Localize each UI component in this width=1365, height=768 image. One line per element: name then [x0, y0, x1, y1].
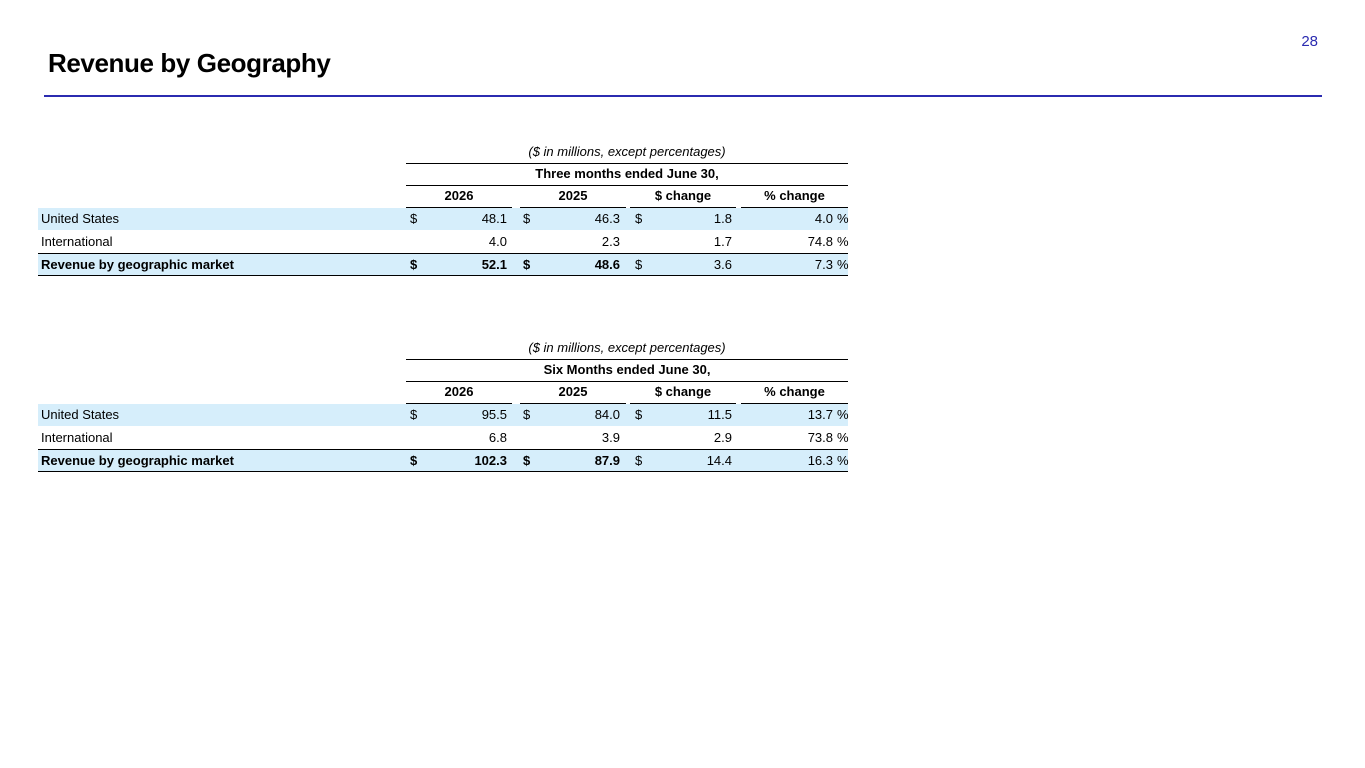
value-dollar-change: 2.9	[713, 430, 732, 445]
value-dollar-change: 11.5	[707, 407, 732, 422]
column-header-2026: 2026	[406, 185, 512, 208]
table-period-header: Three months ended June 30,	[406, 163, 848, 186]
currency-symbol: $	[410, 257, 418, 272]
currency-symbol: $	[523, 407, 531, 422]
value-2025: 46.3	[594, 211, 620, 226]
currency-symbol: $	[523, 453, 531, 468]
currency-symbol: $	[523, 211, 531, 226]
percent-symbol: %	[837, 407, 849, 422]
percent-symbol: %	[837, 453, 849, 468]
value-percent-change: 13.7	[807, 407, 833, 422]
currency-symbol: $	[410, 453, 418, 468]
value-dollar-change: 14.4	[706, 453, 732, 468]
value-2026: 52.1	[481, 257, 507, 272]
row-label: International	[41, 234, 113, 249]
value-2026: 102.3	[474, 453, 507, 468]
currency-symbol: $	[410, 407, 418, 422]
value-percent-change: 16.3	[807, 453, 833, 468]
value-2025: 3.9	[601, 430, 620, 445]
value-percent-change: 73.8	[807, 430, 833, 445]
row-label: International	[41, 430, 113, 445]
currency-symbol: $	[523, 257, 531, 272]
column-header-2025: 2025	[520, 185, 626, 208]
table-row	[38, 404, 848, 426]
currency-symbol: $	[635, 407, 643, 422]
table-row	[38, 208, 848, 230]
currency-symbol: $	[410, 211, 418, 226]
column-header-dollar-change: $ change	[630, 381, 736, 404]
row-label: Revenue by geographic market	[41, 257, 234, 272]
value-dollar-change: 1.8	[713, 211, 732, 226]
column-header-dollar-change: $ change	[630, 185, 736, 208]
table-caption: ($ in millions, except percentages)	[406, 141, 848, 164]
title-divider	[44, 95, 1322, 97]
value-2025: 2.3	[601, 234, 620, 249]
percent-symbol: %	[837, 234, 849, 249]
column-header-2025: 2025	[520, 381, 626, 404]
value-2026: 6.8	[488, 430, 507, 445]
percent-symbol: %	[837, 211, 849, 226]
value-2026: 95.5	[481, 407, 507, 422]
currency-symbol: $	[635, 453, 643, 468]
table-caption: ($ in millions, except percentages)	[406, 337, 848, 360]
value-2026: 48.1	[481, 211, 507, 226]
row-label: Revenue by geographic market	[41, 453, 234, 468]
column-header-percent-change: % change	[741, 381, 848, 404]
value-dollar-change: 3.6	[713, 257, 732, 272]
currency-symbol: $	[635, 257, 643, 272]
currency-symbol: $	[635, 211, 643, 226]
column-header-2026: 2026	[406, 381, 512, 404]
value-percent-change: 74.8	[807, 234, 833, 249]
page-number: 28	[1301, 33, 1318, 50]
value-percent-change: 7.3	[814, 257, 833, 272]
table-row	[38, 427, 848, 449]
value-2025: 48.6	[594, 257, 620, 272]
value-2026: 4.0	[488, 234, 507, 249]
percent-symbol: %	[837, 430, 849, 445]
row-label: United States	[41, 407, 120, 422]
value-percent-change: 4.0	[814, 211, 833, 226]
value-2025: 87.9	[594, 453, 620, 468]
table-row	[38, 231, 848, 253]
row-label: United States	[41, 211, 120, 226]
percent-symbol: %	[837, 257, 849, 272]
table-total-row	[38, 449, 848, 472]
value-2025: 84.0	[594, 407, 620, 422]
column-header-percent-change: % change	[741, 185, 848, 208]
value-dollar-change: 1.7	[713, 234, 732, 249]
table-period-header: Six Months ended June 30,	[406, 359, 848, 382]
table-total-row	[38, 253, 848, 276]
page-title: Revenue by Geography	[48, 48, 331, 78]
